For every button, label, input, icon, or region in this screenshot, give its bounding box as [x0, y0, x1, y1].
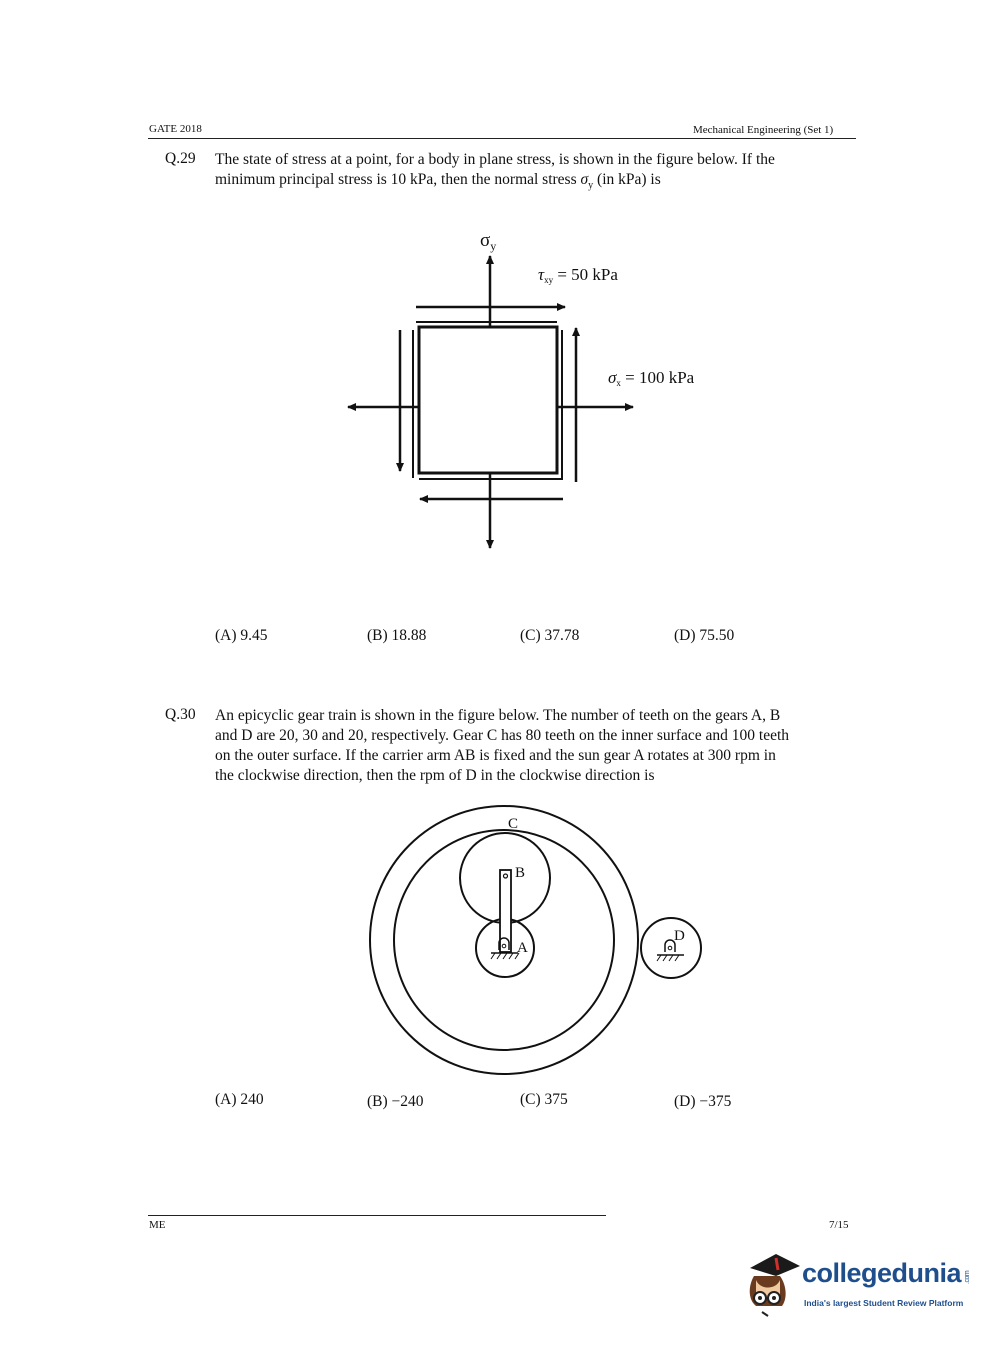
mascot-icon — [742, 1250, 804, 1320]
label-d: D — [674, 928, 685, 944]
stress-element-figure — [340, 220, 740, 560]
q29-option-b[interactable]: (B) 18.88 — [367, 627, 427, 644]
q30-text-line1: An epicyclic gear train is shown in the figure below. The number of teeth on the gears A, B — [215, 707, 781, 724]
sigma-x-label: σx = 100 kPa — [608, 368, 695, 388]
q29-sigma-sub: y — [588, 180, 594, 192]
header-right: Mechanical Engineering (Set 1) — [693, 124, 834, 136]
q29-option-c[interactable]: (C) 37.78 — [520, 627, 580, 644]
tau-xy-label: τxy = 50 kPa — [538, 265, 618, 285]
q30-question-text — [215, 706, 851, 786]
label-c: C — [508, 816, 519, 832]
q29-option-a[interactable]: (A) 9.45 — [215, 627, 268, 644]
pivot-d — [668, 946, 672, 950]
q30-option-b[interactable]: (B) −240 — [367, 1093, 424, 1110]
label-b: B — [515, 865, 526, 881]
label-a: A — [517, 940, 528, 956]
logo-suffix: .com — [964, 1270, 972, 1284]
q30-option-a[interactable]: (A) 240 — [215, 1091, 264, 1108]
logo-name — [802, 1258, 984, 1289]
ground-a-hatch — [491, 953, 519, 959]
q29-text-line2-pre: minimum principal stress is 10 kPa, then the normal stress — [215, 171, 581, 188]
footer-left: ME — [149, 1219, 166, 1231]
logo-tagline: India's largest Student Review Platform — [804, 1298, 964, 1308]
q29-text-line2 — [215, 170, 851, 196]
q30-text-line3: on the outer surface. If the carrier arm AB is fixed and the sun gear A rotates at 300 rpm in — [215, 747, 776, 764]
footer-page-number: 7/15 — [829, 1219, 849, 1231]
q29-sigma-symbol: σ — [580, 171, 589, 188]
q29-number: Q.29 — [165, 150, 196, 167]
collegedunia-logo[interactable] — [742, 1250, 982, 1320]
q30-text-line4: the clockwise direction, then the rpm of D in the clockwise direction is — [215, 767, 655, 784]
q29-question-text — [215, 150, 851, 196]
q30-option-d[interactable]: (D) −375 — [674, 1093, 732, 1110]
ground-d-hatch — [657, 955, 679, 961]
logo-name-text: collegedunia — [802, 1258, 962, 1288]
q29-option-d[interactable]: (D) 75.50 — [674, 627, 735, 644]
q30-option-c[interactable]: (C) 375 — [520, 1091, 568, 1108]
sigma-y-label: $\sigma_y$ — [480, 230, 497, 253]
gear-train-figure — [360, 800, 710, 1080]
q30-text-line2: and D are 20, 30 and 20, respectively. Gear C has 80 teeth on the inner surface and 100 teeth — [215, 727, 790, 744]
carrier-arm — [500, 870, 511, 952]
q30-number: Q.30 — [165, 706, 196, 723]
stress-element-square — [419, 327, 557, 473]
footer-rule — [148, 1215, 606, 1216]
header-rule — [148, 138, 856, 139]
header-left: GATE 2018 — [149, 123, 202, 135]
q29-text-line2-post: (in kPa) is — [593, 171, 661, 188]
q29-text-line1: The state of stress at a point, for a body in plane stress, is shown in the figure below. If the — [215, 151, 775, 168]
gear-d — [641, 918, 701, 978]
